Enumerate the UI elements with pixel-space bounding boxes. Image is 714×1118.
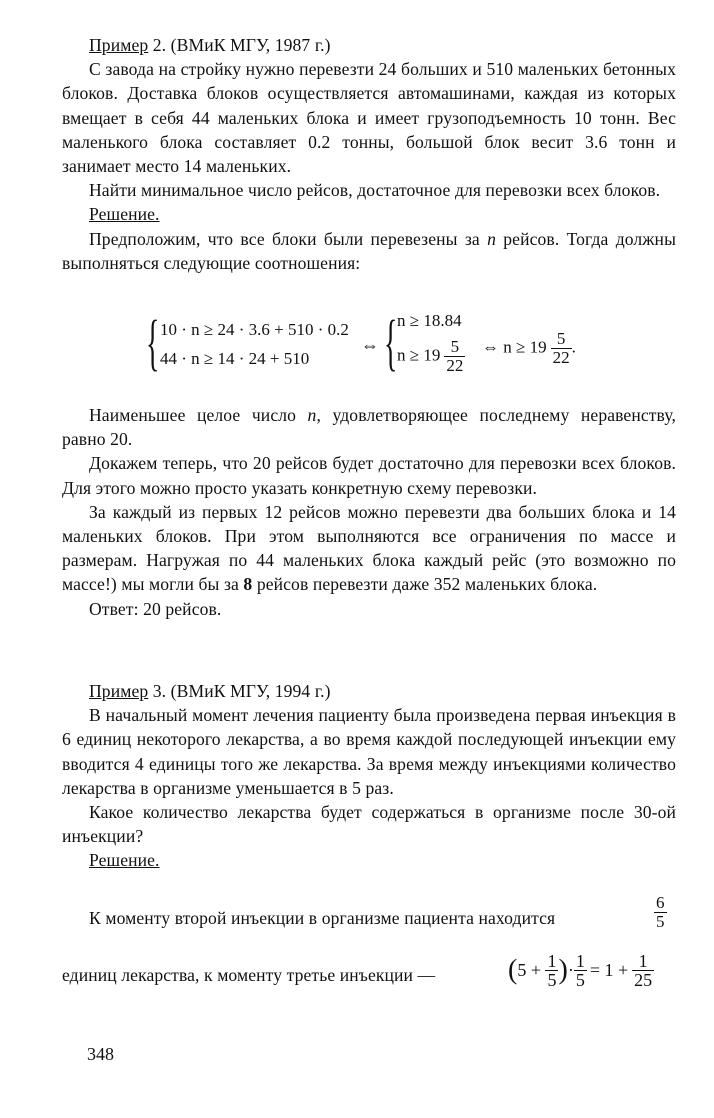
fraction-numerator: 5 <box>551 330 572 349</box>
fraction-numerator: 1 <box>632 952 654 971</box>
fraction-denominator: 22 <box>552 348 570 367</box>
fraction-numerator: 6 <box>656 893 665 912</box>
fraction-numerator: 1 <box>575 951 585 971</box>
example-2-answer: Ответ: 20 рейсов. <box>89 598 222 619</box>
multiply-dot: · <box>567 960 574 980</box>
example-3-question: Какое количество лекарства будет содержаться в организме после 30-ой инъекции? <box>62 802 676 847</box>
fraction-denominator: 5 <box>575 970 585 990</box>
fraction-6-5-inner <box>654 894 667 931</box>
mixed-number-int: n ≥ 19 <box>397 345 441 365</box>
p2-text-a: Наименьшее целое число <box>89 405 308 425</box>
example-3-label: Пример <box>89 681 149 701</box>
open-paren: ( <box>508 954 518 986</box>
left-brace: { <box>146 309 160 377</box>
close-paren: ) <box>558 954 568 986</box>
fraction-denominator: 22 <box>446 356 464 375</box>
example-2-solution-p2 <box>62 403 676 451</box>
final-dot: . <box>571 337 576 357</box>
example-3-statement: В начальный момент лечения пациенту была произведена первая инъекция в 6 единиц некоторого лекарства, а во время каждой последующей инъекции ему вводится 4 единицы того же лекарства. За время между инъекциями количество лекарства в организме уменьшается в 5 раз. <box>62 705 676 798</box>
system-right-line-1: n ≥ 18.84 <box>397 311 462 330</box>
p2-text-b: , удовлетворяющее последнему неравенству, равно 20. <box>62 405 676 450</box>
example-2-solution-label <box>62 202 676 226</box>
intro-text-b: рейсов. Тогда должны выполняться следующие соотношения: <box>62 228 676 273</box>
variable-n: n <box>307 405 317 425</box>
fraction-1-25 <box>632 952 654 989</box>
system-left-line-2: 44 · n ≥ 14 · 24 + 510 <box>160 349 310 368</box>
example-3-solution-label <box>62 848 676 872</box>
right-brace: { <box>384 309 398 377</box>
equals-one-plus: = 1 + <box>589 960 629 980</box>
example-2-heading <box>62 33 676 57</box>
variable-n: n <box>487 228 496 249</box>
solution-label-text: Решение. <box>89 204 160 225</box>
example-3-heading <box>62 679 676 703</box>
example-2-source: 2. (ВМиК МГУ, 1987 г.) <box>148 35 331 55</box>
fraction-denominator: 25 <box>634 970 653 990</box>
system-left-line-1: 10 · n ≥ 24 · 3.6 + 510 · 0.2 <box>160 320 349 339</box>
fraction-1-5-b <box>574 952 587 989</box>
final-inequality-int: ⇔ n ≥ 19 <box>482 337 547 357</box>
p4-text-a: За каждый из первых 12 рейсов можно перевезти два больших блока и 14 маленьких блоков. При этом выполняются все ограничения по массе и размерам. Нагружая по 44 маленьких блока каждый рейс (это возможно по массе!) мы могли бы за <box>62 501 676 595</box>
final-fraction-5-22 <box>551 330 572 367</box>
final-inequality <box>482 330 576 367</box>
example-3-solution-line-1 <box>62 906 676 930</box>
example-2-statement: С завода на стройку нужно перевезти 24 больших и 510 маленьких бетонных блоков. Доставка блоков осуществляется автомашинами, каждая из которых вмещает в себя 44 маленьких блока и имеет грузоподъемность 10 тонн. Вес маленького блока составляет 0.2 тонны, большой блок весит 3.6 тонн и занимает место 14 маленьких. <box>62 59 676 177</box>
example-2-solution-p3: Докажем теперь, что 20 рейсов будет достаточно для перевозки всех блоков. Для этого можно просто указать конкретную схему перевозки. <box>62 453 676 498</box>
example-2-solution-p4 <box>62 500 676 597</box>
example-3-block <box>62 679 676 873</box>
page-number: 348 <box>87 1044 114 1064</box>
injection-expression <box>508 952 654 989</box>
fraction-denominator: 5 <box>656 912 665 931</box>
example-3-source: 3. (ВМиК МГУ, 1994 г.) <box>148 681 331 701</box>
solution-label-text: Решение. <box>89 850 160 871</box>
example-2-question: Найти минимальное число рейсов, достаточное для перевозки всех блоков. <box>89 180 661 201</box>
fraction-1-5-a <box>545 952 558 989</box>
equivalence-sign: ⇔ <box>361 335 379 355</box>
p4-bold-number: 8 <box>243 574 253 595</box>
fraction-6-5 <box>654 894 667 931</box>
fraction-numerator: 1 <box>547 951 557 971</box>
example-2-continuation <box>62 403 676 621</box>
line-2-text: единиц лекарства, к моменту третье инъекции — <box>62 965 436 985</box>
fraction-numerator: 5 <box>444 338 465 357</box>
intro-text-a: Предположим, что все блоки были перевезены за <box>89 228 488 249</box>
five-plus: 5 + <box>517 960 546 980</box>
example-2-label: Пример <box>89 35 149 55</box>
example-2-block <box>62 33 676 275</box>
p4-text-b: рейсов перевезти даже 352 маленьких блока. <box>252 574 598 595</box>
fraction-5-22 <box>444 338 465 375</box>
example-2-solution-intro <box>62 227 676 275</box>
system-right-line-2 <box>397 338 465 375</box>
line-1-text: К моменту второй инъекции в организме пациента находится <box>89 908 556 928</box>
fraction-denominator: 5 <box>547 970 557 990</box>
